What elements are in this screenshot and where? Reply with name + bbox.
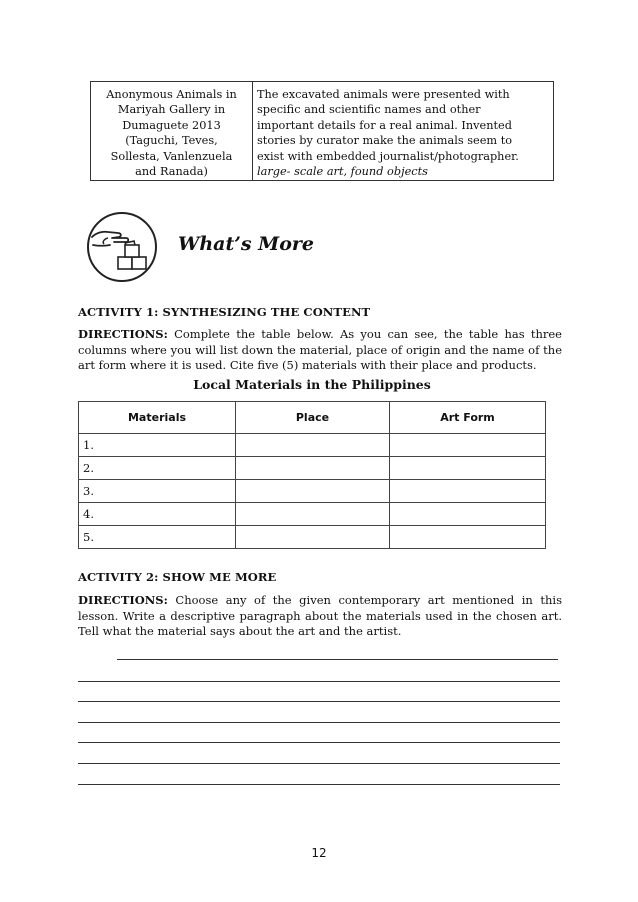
table-row [79,503,546,526]
answer-line[interactable] [78,701,560,702]
art-form-cell[interactable] [390,503,546,526]
hand-stacking-blocks-icon [86,211,158,283]
local-materials-table [78,401,546,549]
directions-text: Choose any of the given contemporary art mentioned in this lesson. Write a descriptive paragraph about the materials used in the chosen art. Tell what the material says about the art and the artist. [78,593,562,639]
row-number-cell[interactable]: 2. [79,457,236,480]
artwork-name-line: Sollesta, Vanlenzuela [110,149,233,163]
art-form-cell[interactable] [390,526,546,549]
artwork-name-cell [91,82,253,181]
header-materials: Materials [79,402,236,434]
answer-line[interactable] [78,784,560,785]
table-header-row [79,402,546,434]
place-cell[interactable] [236,526,390,549]
description-line: specific and scientific names and other [257,103,481,117]
place-cell[interactable] [236,503,390,526]
row-number-cell[interactable]: 5. [79,526,236,549]
activity-1-directions [78,327,562,374]
art-form-cell[interactable] [390,434,546,457]
artwork-name-line: and Ranada) [135,165,208,179]
description-line: The excavated animals were presented with [257,88,510,101]
description-line: important details for a real animal. Invented [257,118,512,132]
table-row [79,434,546,457]
table-caption: Local Materials in the Philippines [193,377,431,392]
activity-1-title: ACTIVITY 1: SYNTHESIZING THE CONTENT [78,305,371,319]
artwork-name-line: Anonymous Animals in [106,88,237,101]
answer-line[interactable] [78,722,560,723]
row-number-cell[interactable]: 4. [79,503,236,526]
place-cell[interactable] [236,434,390,457]
header-art-form: Art Form [390,402,546,434]
materials-used-line: large- scale art, found objects [257,165,428,179]
page-number: 12 [311,846,327,860]
directions-label: DIRECTIONS: [78,327,168,341]
answer-line[interactable] [117,659,558,660]
section-heading: What’s More [178,233,314,255]
art-form-cell[interactable] [390,457,546,480]
description-line: exist with embedded journalist/photographer. [257,149,519,163]
directions-text: Complete the table below. As you can see, the table has three columns where you will list down the material, place of origin and the name of the art form where it is used. Cite five (5) materials with their place and products. [78,327,562,373]
art-examples-table [90,81,554,181]
table-row [91,82,554,181]
art-form-cell[interactable] [390,480,546,503]
activity-2-directions [78,593,562,640]
row-number-cell[interactable]: 3. [79,480,236,503]
artwork-description-cell [253,82,554,181]
answer-line[interactable] [78,742,560,743]
answer-line[interactable] [78,681,560,682]
header-place: Place [236,402,390,434]
artwork-name-line: (Taguchi, Teves, [125,134,218,148]
row-number-cell[interactable]: 1. [79,434,236,457]
place-cell[interactable] [236,480,390,503]
answer-line[interactable] [78,763,560,764]
directions-label: DIRECTIONS: [78,593,168,607]
table-row [79,457,546,480]
table-row [79,480,546,503]
activity-2-title: ACTIVITY 2: SHOW ME MORE [78,570,277,584]
artwork-name-line: Dumaguete 2013 [122,118,221,132]
artwork-name-line: Mariyah Gallery in [117,103,226,117]
table-row [79,526,546,549]
description-line: stories by curator make the animals seem to [257,134,513,148]
place-cell[interactable] [236,457,390,480]
